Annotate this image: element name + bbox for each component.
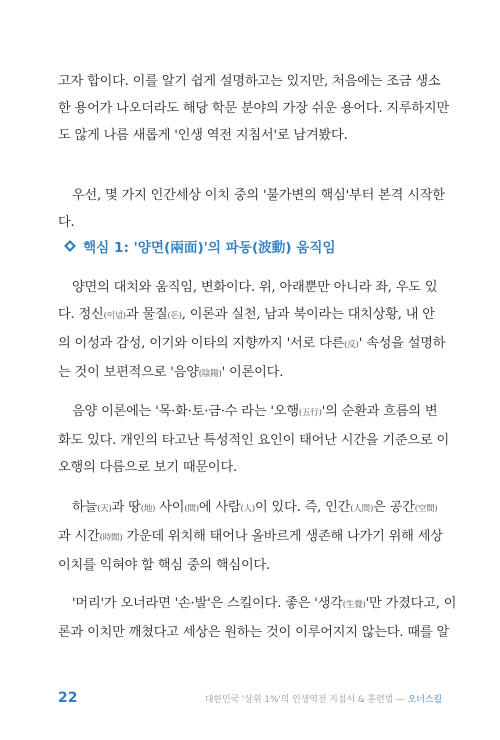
text-run: ' 속성을 설명하 [358, 336, 446, 351]
hanja-annotation: (돈) [167, 311, 182, 321]
text-run: 다. 정신 [58, 307, 104, 322]
text-run: '머리'가 오너라면 '손·발'은 스킬이다. 좋은 '생각 [72, 596, 343, 611]
text-run: 하늘 [72, 500, 98, 515]
text-line: 이치를 익혀야 할 핵심 중의 핵심이다. [58, 558, 271, 573]
text-line: 화도 있다. 개인의 타고난 특성적인 요인이 태어난 시간을 기준으로 이 [58, 433, 450, 448]
text-line: 고자 합이다. 이를 알기 쉽게 설명하고는 있지만, 처음에는 조금 생소 [58, 74, 441, 89]
hanja-annotation: (反) [344, 340, 359, 350]
paragraph-5 [58, 494, 442, 579]
text-run: '의 순환과 흐름의 변 [321, 404, 438, 419]
book-title: 대한민국 '상위 1%'의 인생역전 지침서 & 훈련법 — [204, 695, 408, 705]
hanja-annotation: (空間) [414, 504, 438, 514]
paragraph-1 [58, 68, 450, 149]
text-line [58, 398, 442, 427]
text-line: 다. [58, 215, 75, 230]
text-run: 는 것이 보편적으로 '음양 [58, 365, 199, 380]
text-run: 과 물질 [125, 307, 168, 322]
paragraph-6 [58, 590, 457, 646]
text-line: 오행의 다름으로 보기 때문이다. [58, 460, 237, 475]
paragraph-3 [58, 274, 446, 388]
hanja-annotation: (五行) [298, 408, 322, 418]
text-line [58, 494, 442, 523]
text-run: 음양 이론에는 '목·화·토·금·수 라는 '오행 [72, 404, 299, 419]
hanja-annotation: (時間) [99, 533, 123, 543]
hanja-annotation: (間) [184, 504, 199, 514]
text-run: 사이 [155, 500, 185, 515]
diamond-icon [64, 240, 76, 252]
text-run: ' 이론이다. [221, 365, 284, 380]
text-line: 양면의 대치와 움직임, 변화이다. 위, 아래뿐만 아니라 좌, 우도 있 [72, 280, 438, 295]
text-run: 가운데 위치해 태어나 올바르게 생존해 나가기 위해 세상 [122, 529, 443, 544]
text-line: 론과 이치만 깨쳤다고 세상은 원하는 것이 이루어지지 않는다. 때를 알 [58, 625, 450, 640]
hanja-annotation: (地) [140, 504, 156, 514]
text-line: 우선, 몇 가지 인간세상 이치 중의 '불가변의 핵심'부터 본격 시작한 [72, 188, 445, 203]
hanja-annotation: (天) [97, 504, 112, 514]
text-run: , 이론과 실천, 남과 북이라는 대치상황, 내 안 [181, 307, 435, 322]
text-line [58, 359, 442, 388]
hanja-annotation: (人間) [350, 504, 374, 514]
hanja-annotation: (陰陽) [198, 369, 222, 379]
paragraph-4 [58, 398, 450, 481]
text-line [58, 301, 442, 330]
text-run: 에 사람 [198, 500, 241, 515]
text-run: 은 공간 [373, 500, 415, 515]
paragraph-2 [58, 182, 445, 236]
text-line: 도 않게 나름 새롭게 '인생 역전 지침서'로 남겨봤다. [58, 128, 348, 143]
hanja-annotation: (이념) [103, 311, 126, 321]
page-footer [58, 690, 442, 706]
text-run: 과 땅 [111, 500, 141, 515]
text-line [58, 330, 446, 359]
author-name: 오너스킬 [407, 695, 442, 705]
text-run: '만 가졌다고, 이 [365, 596, 457, 611]
text-line [58, 590, 457, 619]
page-number: 22 [58, 690, 78, 706]
hanja-annotation: (人) [240, 504, 256, 514]
section-heading-text: 핵심 1: '양면(兩面)'의 파동(波動) 움직임 [83, 240, 336, 256]
hanja-annotation: (生覺) [342, 600, 366, 610]
text-run: 과 시간 [58, 529, 100, 544]
text-line [58, 523, 442, 552]
text-run: 의 이성과 감성, 이기와 이타의 지향까지 '서로 다른 [58, 336, 345, 351]
section-heading [64, 236, 336, 256]
running-title [205, 692, 442, 705]
text-run: 이 있다. 즉, 인간 [255, 500, 351, 515]
text-line: 한 용어가 나오더라도 해당 학문 분야의 가장 쉬운 용어다. 지루하지만 [58, 101, 450, 116]
